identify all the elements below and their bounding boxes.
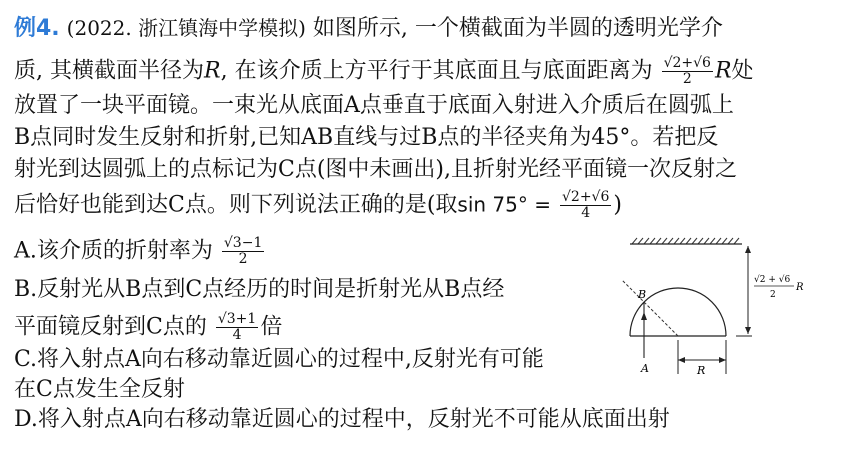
option-b-line-2 xyxy=(14,312,282,343)
option-b-text: 平面镜反射到C点的 xyxy=(14,314,207,340)
mirror-distance-fraction xyxy=(662,56,713,87)
optics-figure xyxy=(600,228,822,378)
option-b-line-1: B.反射光从B点到C点经历的时间是折射光从B点经 xyxy=(14,277,505,302)
question-line-5: 射光到达圆弧上的点标记为C点(图中未画出),且折射光经平面镜一次反射之 xyxy=(14,157,737,182)
question-text-1: 如图所示, 一个横截面为半圆的透明光学介 xyxy=(312,16,723,41)
option-b-tail: 倍 xyxy=(260,314,283,340)
option-c-line-2: 在C点发生全反射 xyxy=(14,377,185,402)
option-b-fraction xyxy=(216,312,258,343)
r-arrow-right-icon xyxy=(719,357,726,363)
question-line-3: 放置了一块平面镜。一束光从底面A点垂直于底面入射进入介质后在圆弧上 xyxy=(14,93,734,118)
option-a xyxy=(14,236,266,267)
mirror-hatching xyxy=(632,238,739,244)
radius-symbol: R xyxy=(204,58,221,84)
ray-arrow-icon xyxy=(641,312,647,320)
question-line-4: B点同时发生反射和折射,已知AB直线与过B点的半径夹角为45°。若把反 xyxy=(14,125,719,150)
option-d: D.将入射点A向右移动靠近圆心的过程中，反射光不可能从底面出射 xyxy=(14,407,670,432)
fraction-denominator: 2 xyxy=(682,71,692,87)
question-source: (2022. 浙江镇海中学模拟) xyxy=(66,16,306,40)
fraction-numerator: √3−1 xyxy=(223,235,263,251)
fraction-denominator: 4 xyxy=(581,205,591,221)
label-r: R xyxy=(697,364,706,377)
fraction-numerator: √2+√6 xyxy=(562,189,610,205)
fraction-numerator: √3+1 xyxy=(217,311,257,327)
sin-value-fraction xyxy=(560,190,611,221)
question-line-2 xyxy=(14,56,754,87)
sin-expression: sin 75° = xyxy=(457,192,551,217)
example-label: 例4. xyxy=(14,16,60,41)
label-b: B xyxy=(638,288,647,301)
dim-numerator: √2 + √6 xyxy=(754,275,791,285)
dim-r-label: R xyxy=(796,282,804,293)
option-a-text: A.该介质的折射率为 xyxy=(14,238,213,264)
label-a: A xyxy=(641,362,649,375)
dim-arrow-down-icon xyxy=(745,327,751,334)
question-line-6 xyxy=(14,190,622,221)
option-c-line-1: C.将入射点A向右移动靠近圆心的过程中,反射光有可能 xyxy=(14,347,544,372)
question-text-2b: , 在该介质上方平行于其底面且与底面距离为 xyxy=(220,58,653,84)
dim-arrow-up-icon xyxy=(745,246,751,253)
fraction-denominator: 2 xyxy=(238,251,248,267)
question-text-2a: 质, 其横截面半径为 xyxy=(14,58,204,84)
question-text-6a: 后恰好也能到达C点。则下列说法正确的是(取 xyxy=(14,192,458,218)
dim-denominator: 2 xyxy=(770,290,776,300)
question-line-1 xyxy=(14,14,723,43)
r-arrow-left-icon xyxy=(678,357,685,363)
fraction-numerator: √2+√6 xyxy=(663,55,711,71)
fraction-denominator: 4 xyxy=(232,327,242,343)
radius-symbol: R xyxy=(714,58,732,84)
question-text-6b: ) xyxy=(613,192,622,218)
option-a-fraction xyxy=(222,236,264,267)
question-text-2c: 处 xyxy=(731,58,754,84)
